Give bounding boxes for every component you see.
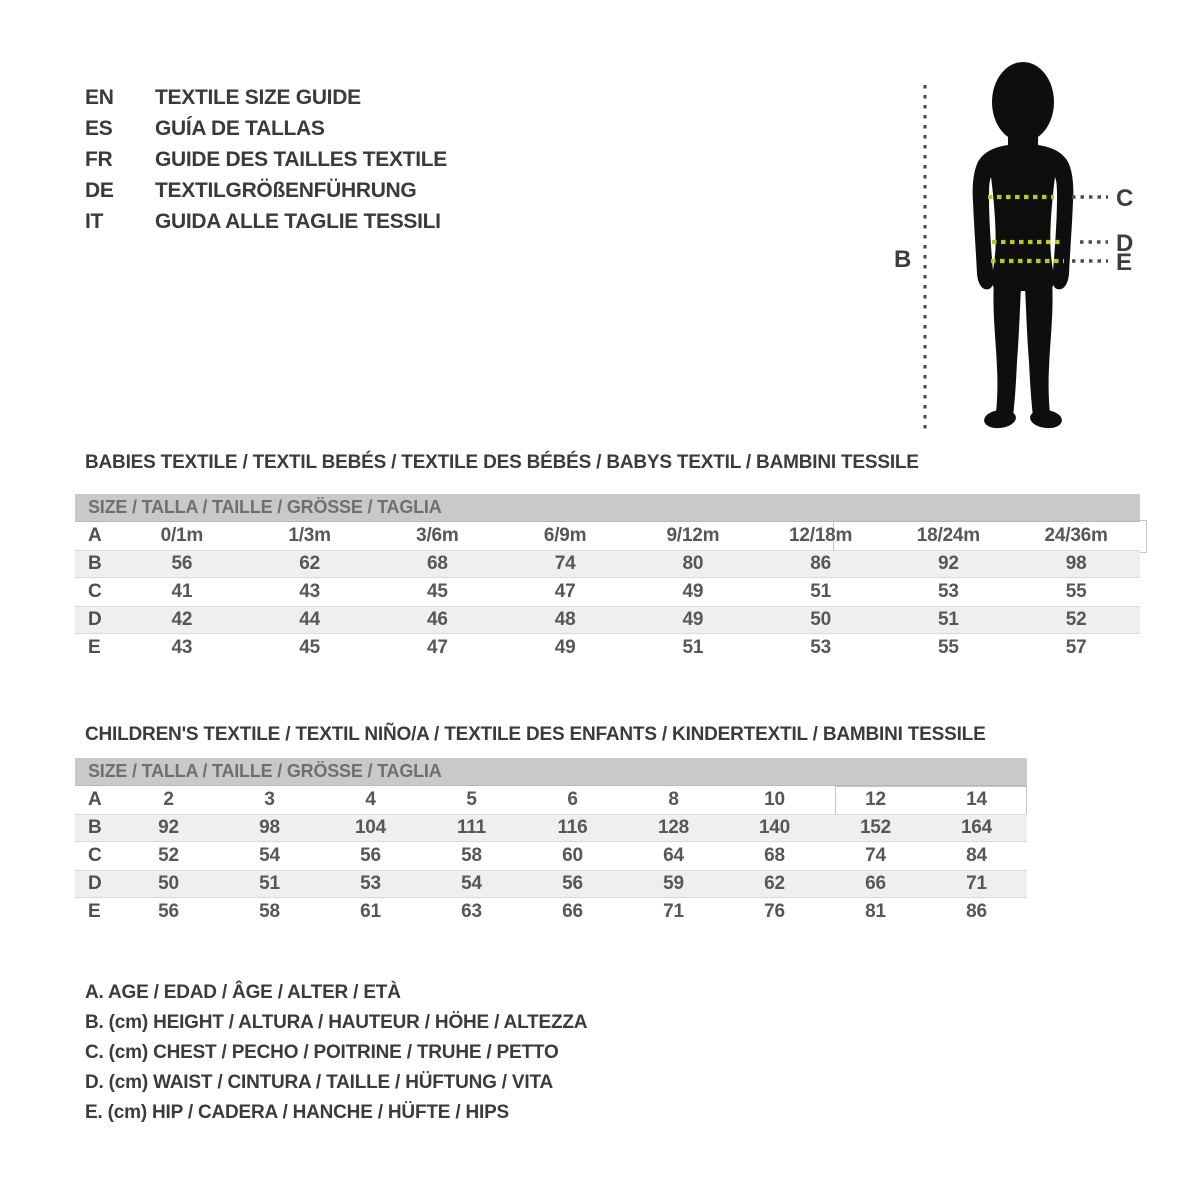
babies-table-header: SIZE / TALLA / TAILLE / GRÖSSE / TAGLIA bbox=[75, 494, 1140, 522]
table-row-D bbox=[75, 870, 1027, 898]
table-cell: 0/1m bbox=[160, 525, 204, 546]
table-cell: 74 bbox=[554, 553, 576, 574]
table-cell: 55 bbox=[938, 637, 959, 658]
table-cell: 4 bbox=[365, 789, 376, 810]
children-section-title: CHILDREN'S TEXTILE / TEXTIL NIÑO/A / TEXTILE DES ENFANTS / KINDERTEXTIL / BAMBINI TESSILE bbox=[85, 724, 986, 745]
table-cell: 48 bbox=[554, 609, 576, 630]
table-cell: 45 bbox=[299, 637, 320, 658]
row-label: A bbox=[88, 789, 102, 810]
table-cell: 3/6m bbox=[416, 525, 459, 546]
table-cell: 71 bbox=[966, 873, 987, 894]
table-cell: 56 bbox=[158, 901, 179, 922]
table-cell: 8 bbox=[668, 789, 679, 810]
language-code: DE bbox=[85, 178, 114, 202]
table-row-C bbox=[75, 842, 1027, 870]
hip-label: E bbox=[1116, 249, 1133, 276]
table-cell: 86 bbox=[810, 553, 831, 574]
table-row-B bbox=[75, 550, 1140, 578]
table-cell: 51 bbox=[810, 581, 831, 602]
table-cell: 53 bbox=[810, 637, 831, 658]
language-code: ES bbox=[85, 116, 113, 140]
legend-line: A. AGE / EDAD / ÂGE / ALTER / ETÀ bbox=[85, 982, 401, 1003]
language-row bbox=[85, 113, 447, 144]
table-cell: 59 bbox=[663, 873, 684, 894]
table-cell: 41 bbox=[171, 581, 193, 602]
waist-label: D bbox=[1116, 230, 1134, 257]
table-cell: 92 bbox=[938, 553, 959, 574]
table-row-B bbox=[75, 814, 1027, 842]
language-row bbox=[85, 82, 447, 113]
row-label: D bbox=[88, 873, 102, 894]
table-cell: 58 bbox=[461, 845, 482, 866]
table-cell: 128 bbox=[657, 817, 690, 838]
table-cell: 66 bbox=[865, 873, 886, 894]
table-cell: 63 bbox=[461, 901, 482, 922]
table-cell: 46 bbox=[427, 609, 448, 630]
row-label: B bbox=[88, 817, 102, 838]
table-cell: 76 bbox=[764, 901, 785, 922]
table-cell: 49 bbox=[554, 637, 576, 658]
table-cell: 84 bbox=[966, 845, 987, 866]
language-code: FR bbox=[85, 147, 113, 171]
table-cell: 43 bbox=[299, 581, 320, 602]
table-cell: 52 bbox=[158, 845, 179, 866]
table-cell: 68 bbox=[764, 845, 785, 866]
table-cell: 18/24m bbox=[916, 525, 980, 546]
table-cell: 50 bbox=[158, 873, 179, 894]
table-cell: 111 bbox=[456, 817, 486, 838]
table-cell: 6/9m bbox=[543, 525, 587, 546]
language-label: GUIDA ALLE TAGLIE TESSILI bbox=[155, 209, 441, 233]
table-row-C bbox=[75, 578, 1140, 606]
table-cell: 104 bbox=[354, 817, 387, 838]
table-row-A bbox=[75, 522, 1140, 550]
table-cell: 54 bbox=[461, 873, 482, 894]
table-cell: 12/18m bbox=[789, 525, 853, 546]
language-label: GUÍA DE TALLAS bbox=[155, 116, 325, 140]
table-cell: 86 bbox=[966, 901, 987, 922]
table-cell: 52 bbox=[1065, 609, 1087, 630]
chest-label: C bbox=[1116, 185, 1134, 212]
children-table-header: SIZE / TALLA / TAILLE / GRÖSSE / TAGLIA bbox=[75, 758, 1027, 786]
table-cell: 53 bbox=[360, 873, 381, 894]
table-cell: 116 bbox=[557, 817, 588, 838]
table-cell: 10 bbox=[764, 789, 785, 810]
table-cell: 92 bbox=[158, 817, 179, 838]
table-cell: 64 bbox=[663, 845, 684, 866]
language-row bbox=[85, 175, 447, 206]
row-label: E bbox=[88, 637, 101, 658]
table-cell: 44 bbox=[299, 609, 320, 630]
table-cell: 140 bbox=[758, 817, 791, 838]
table-cell: 164 bbox=[960, 817, 993, 838]
table-cell: 49 bbox=[682, 609, 704, 630]
table-cell: 47 bbox=[427, 637, 448, 658]
table-cell: 9/12m bbox=[666, 525, 720, 546]
row-label: E bbox=[88, 901, 101, 922]
table-cell: 51 bbox=[259, 873, 280, 894]
row-label: C bbox=[88, 845, 102, 866]
children-size-table bbox=[75, 758, 1027, 926]
table-row-E bbox=[75, 634, 1140, 662]
measurement-legend bbox=[85, 978, 587, 1128]
table-cell: 56 bbox=[360, 845, 381, 866]
child-silhouette bbox=[973, 62, 1074, 430]
table-cell: 45 bbox=[427, 581, 448, 602]
table-cell: 80 bbox=[682, 553, 704, 574]
row-label: A bbox=[88, 525, 102, 546]
table-cell: 5 bbox=[466, 789, 477, 810]
table-cell: 51 bbox=[938, 609, 959, 630]
table-cell: 3 bbox=[264, 789, 275, 810]
table-cell: 24/36m bbox=[1044, 525, 1108, 546]
language-code: IT bbox=[85, 209, 104, 233]
table-cell: 55 bbox=[1065, 581, 1087, 602]
table-cell: 61 bbox=[360, 901, 381, 922]
table-cell: 62 bbox=[299, 553, 320, 574]
table-cell: 43 bbox=[171, 637, 193, 658]
table-cell: 50 bbox=[810, 609, 831, 630]
language-code: EN bbox=[85, 85, 114, 109]
table-row-E bbox=[75, 898, 1027, 926]
language-row bbox=[85, 144, 447, 175]
language-row bbox=[85, 206, 447, 237]
legend-line: C. (cm) CHEST / PECHO / POITRINE / TRUHE / PETTO bbox=[85, 1042, 559, 1063]
table-cell: 6 bbox=[567, 789, 578, 810]
table-cell: 53 bbox=[938, 581, 959, 602]
legend-line: B. (cm) HEIGHT / ALTURA / HAUTEUR / HÖHE / ALTEZZA bbox=[85, 1012, 588, 1033]
table-rows bbox=[75, 786, 1027, 926]
language-label: GUIDE DES TAILLES TEXTILE bbox=[155, 147, 447, 171]
table-cell: 56 bbox=[171, 553, 193, 574]
table-cell: 62 bbox=[764, 873, 785, 894]
table-cell: 152 bbox=[859, 817, 892, 838]
row-label: C bbox=[88, 581, 102, 602]
table-cell: 54 bbox=[259, 845, 280, 866]
table-cell: 12 bbox=[865, 789, 886, 810]
table-cell: 58 bbox=[259, 901, 280, 922]
table-cell: 60 bbox=[562, 845, 583, 866]
table-cell: 49 bbox=[682, 581, 704, 602]
table-cell: 14 bbox=[966, 789, 987, 810]
table-cell: 81 bbox=[865, 901, 886, 922]
table-cell: 66 bbox=[562, 901, 583, 922]
table-cell: 98 bbox=[259, 817, 280, 838]
table-cell: 47 bbox=[554, 581, 576, 602]
table-cell: 74 bbox=[865, 845, 886, 866]
table-cell: 51 bbox=[682, 637, 704, 658]
table-row-A bbox=[75, 786, 1027, 814]
legend-line: D. (cm) WAIST / CINTURA / TAILLE / HÜFTUNG / VITA bbox=[85, 1072, 553, 1093]
language-label: TEXTILGRÖßENFÜHRUNG bbox=[155, 178, 417, 202]
table-cell: 56 bbox=[562, 873, 583, 894]
height-label: B bbox=[894, 246, 912, 273]
table-cell: 98 bbox=[1065, 553, 1087, 574]
table-rows bbox=[75, 522, 1140, 662]
babies-section-title: BABIES TEXTILE / TEXTIL BEBÉS / TEXTILE DES BÉBÉS / BABYS TEXTIL / BAMBINI TESSILE bbox=[85, 452, 919, 473]
table-cell: 42 bbox=[171, 609, 193, 630]
table-cell: 68 bbox=[427, 553, 448, 574]
table-cell: 2 bbox=[163, 789, 174, 810]
table-cell: 71 bbox=[663, 901, 684, 922]
table-cell: 57 bbox=[1065, 637, 1087, 658]
language-label: TEXTILE SIZE GUIDE bbox=[155, 85, 361, 109]
table-cell: 1/3m bbox=[288, 525, 331, 546]
child-measurement-figure bbox=[880, 40, 1160, 460]
table-row-D bbox=[75, 606, 1140, 634]
row-label: B bbox=[88, 553, 102, 574]
row-label: D bbox=[88, 609, 102, 630]
babies-size-table bbox=[75, 494, 1140, 662]
language-title-block bbox=[85, 82, 447, 237]
legend-line: E. (cm) HIP / CADERA / HANCHE / HÜFTE / HIPS bbox=[85, 1102, 510, 1123]
